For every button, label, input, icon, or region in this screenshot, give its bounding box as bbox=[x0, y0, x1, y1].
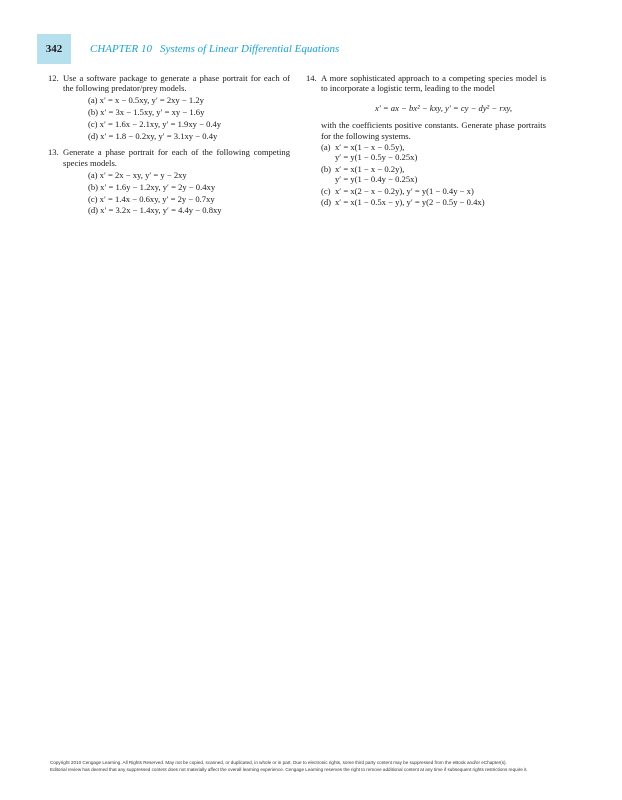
left-column bbox=[48, 73, 290, 222]
item-equation: x′ = x(1 − x − 0.5y), bbox=[335, 142, 405, 153]
problem-item: (b) x′ = 1.6y − 1.2xy, y′ = 2y − 0.4xy bbox=[88, 181, 216, 192]
page-number: 342 bbox=[37, 34, 71, 64]
item-label: (b) bbox=[321, 163, 332, 174]
problem-item: (b) x′ = 3x − 1.5xy, y′ = xy − 1.6y bbox=[88, 107, 205, 118]
copyright-line: Editorial review has deemed that any suppressed content does not materially affect the overall learning experience. Cengage Learning reserves the right to remove additional content at any time if subsequent rights restrictions require it. bbox=[50, 767, 528, 773]
problem-number: 14. bbox=[306, 73, 317, 83]
copyright-footer bbox=[50, 759, 590, 774]
problem-13 bbox=[48, 147, 290, 215]
problem-12 bbox=[48, 73, 290, 141]
item-label: (c) bbox=[321, 185, 331, 196]
problem-14 bbox=[306, 73, 546, 207]
problem-text: Use a software package to generate a phase portrait for each of the following predator/prey models. bbox=[63, 73, 290, 94]
model-equation: x′ = ax − bx² − kxy, y′ = cy − dy² − rxy, bbox=[375, 102, 512, 113]
item-equation: x′ = x(1 − 0.5x − y), y′ = y(2 − 0.5y − 0.4x) bbox=[335, 197, 485, 208]
right-column bbox=[306, 73, 546, 213]
problem-item bbox=[321, 142, 546, 152]
problem-item: (c) x′ = 1.6x − 2.1xy, y′ = 1.9xy − 0.4y bbox=[88, 119, 222, 130]
copyright-line: Copyright 2010 Cengage Learning. All Rights Reserved. May not be copied, scanned, or duplicated, in whole or in part. Due to electronic rights, some third party content may be suppressed from the eBook and/or eChapter(s). bbox=[50, 760, 507, 765]
problem-number: 13. bbox=[48, 147, 59, 158]
problem-item: (d) x′ = 3.2x − 1.4xy, y′ = 4.4y − 0.8xy bbox=[88, 205, 222, 216]
problem-item: (d) x′ = 1.8 − 0.2xy, y′ = 3.1xy − 0.4y bbox=[88, 131, 218, 142]
problem-text: Generate a phase portrait for each of the following competing species models. bbox=[63, 147, 290, 168]
problem-item: (c) x′ = 1.4x − 0.6xy, y′ = 2y − 0.7xy bbox=[88, 193, 215, 204]
problem-text: A more sophisticated approach to a competing species model is to incorporate a logistic term, leading to the model bbox=[321, 73, 546, 94]
problem-item bbox=[321, 164, 546, 174]
problem-item: (a) x′ = x − 0.5xy, y′ = 2xy − 1.2y bbox=[88, 95, 204, 106]
item-label: (a) bbox=[321, 142, 331, 153]
item-equation-continued: y′ = y(1 − 0.4y − 0.25x) bbox=[335, 174, 418, 185]
item-equation: x′ = x(2 − x − 0.2y), y′ = y(1 − 0.4y − x) bbox=[335, 185, 474, 196]
problem-number: 12. bbox=[48, 73, 59, 83]
item-label: (d) bbox=[321, 197, 332, 208]
problem-item bbox=[321, 186, 546, 196]
problem-text-continued: with the coefficients positive constants. Generate phase portraits for the following systems. bbox=[321, 120, 546, 141]
item-equation-continued: y′ = y(1 − 0.5y − 0.25x) bbox=[335, 152, 418, 163]
chapter-label: CHAPTER 10 bbox=[90, 43, 153, 55]
problem-item: (a) x′ = 2x − xy, y′ = y − 2xy bbox=[88, 169, 187, 180]
running-head bbox=[90, 43, 339, 55]
item-equation: x′ = x(1 − x − 0.2y), bbox=[335, 163, 405, 174]
problem-item bbox=[321, 197, 546, 207]
chapter-title: Systems of Linear Differential Equations bbox=[160, 43, 340, 55]
page-header bbox=[37, 34, 584, 64]
